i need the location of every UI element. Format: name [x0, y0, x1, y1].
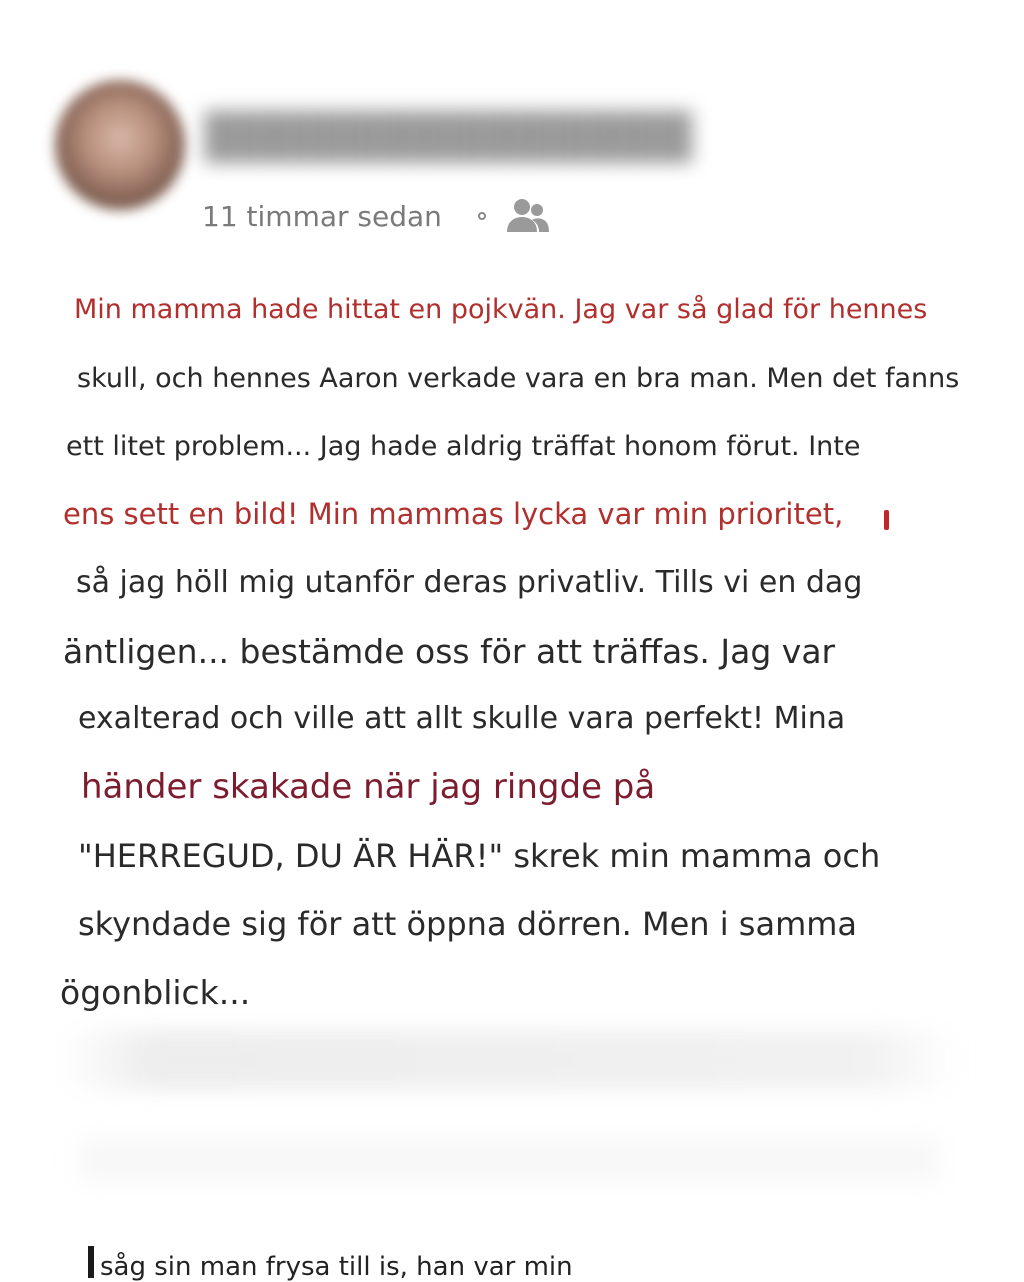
story-line-8: händer skakade när jag ringde på [81, 767, 656, 807]
story-line-3: ett litet problem... Jag hade aldrig träffat honom förut. Inte [66, 431, 861, 462]
friends-icon[interactable] [504, 196, 552, 236]
story-line-6: äntligen... bestämde oss för att träffas. Jag var [63, 632, 836, 671]
author-name-blurred[interactable]: ██████████████ [205, 112, 693, 163]
continuation-line: såg sin man frysa till is, han var min [100, 1252, 573, 1282]
blurred-text-band [60, 1030, 960, 1090]
story-line-10: skyndade sig för att öppna dörren. Men i samma [78, 905, 858, 943]
red-text-mark [884, 510, 889, 530]
story-line-2: skull, och hennes Aaron verkade vara en bra man. Men det fanns [77, 363, 960, 394]
blurred-text-band-2 [80, 1140, 940, 1180]
post-timestamp[interactable]: 11 timmar sedan [202, 199, 442, 233]
story-line-1: Min mamma hade hittat en pojkvän. Jag var så glad för hennes [74, 294, 928, 325]
text-caret [88, 1246, 94, 1278]
story-line-7: exalterad och ville att allt skulle vara perfekt! Mina [78, 701, 846, 736]
story-line-11: ögonblick... [60, 973, 251, 1012]
post-meta [202, 196, 552, 236]
story-line-4: ens sett en bild! Min mammas lycka var min prioritet, [63, 497, 844, 531]
separator-dot [478, 212, 486, 220]
story-line-9: "HERREGUD, DU ÄR HÄR!" skrek min mamma och [78, 837, 881, 875]
story-line-5: så jag höll mig utanför deras privatliv. Tills vi en dag [76, 565, 863, 600]
avatar[interactable] [55, 80, 185, 210]
